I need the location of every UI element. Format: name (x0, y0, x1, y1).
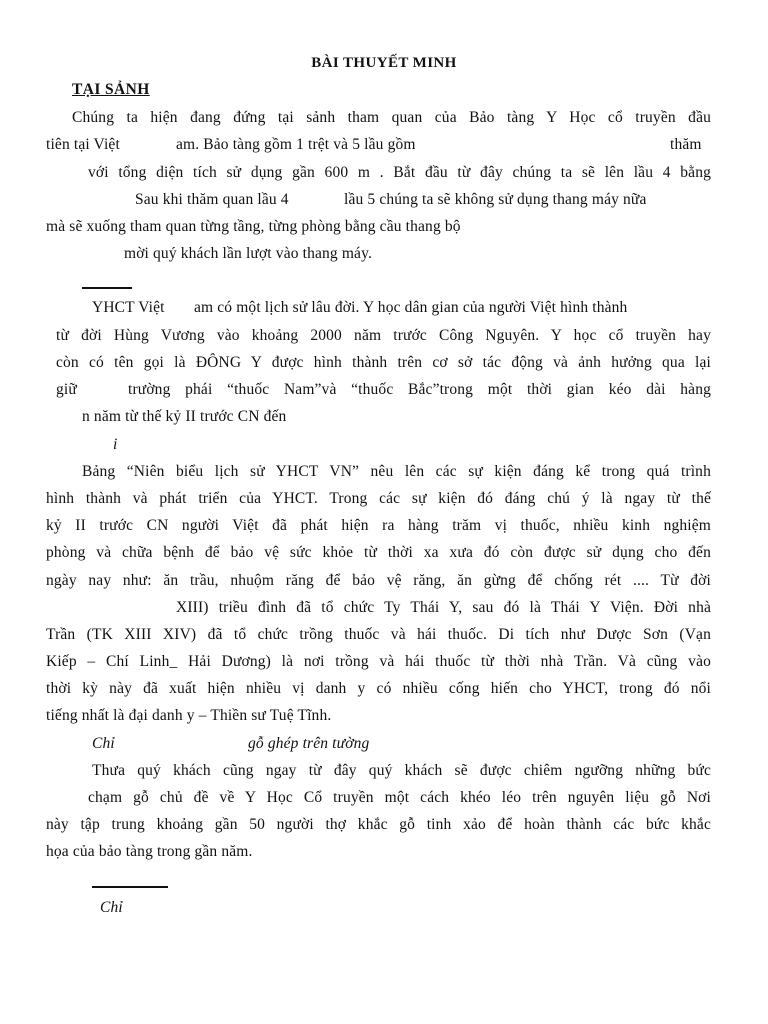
paragraph-line: Thưa quý khách cũng ngay từ đây quý khách sẽ được chiêm ngưỡng những bức (92, 762, 711, 779)
paragraph-line: hình thành và phát triển của YHCT. Trong các sự kiện đó đáng chú ý là ngay từ thế (46, 490, 711, 507)
paragraph-line: với tổng diện tích sử dụng gần 600 m . Bắt đầu từ đây chúng ta sẽ lên lầu 4 bằng (88, 164, 711, 181)
paragraph-line: n năm từ thế kỷ II trước CN đến (82, 408, 287, 425)
paragraph-line: am. Bảo tàng gồm 1 trệt và 5 lầu gồm (176, 136, 416, 153)
paragraph-line: giữ (56, 381, 77, 398)
paragraph-line: này tập trung khoảng gần 50 người thợ khắc gỗ tinh xảo để hoàn thành các bức khắc (46, 816, 711, 833)
paragraph-line: Chúng ta hiện đang đứng tại sảnh tham quan của Bảo tàng Y Học cổ truyền đầu (72, 109, 711, 126)
paragraph-line: Sau khi thăm quan lầu 4 (135, 191, 289, 208)
italic-heading-fragment: Chỉ (100, 899, 123, 916)
paragraph-line: ngày nay như: ăn trầu, nhuộm răng để bảo vệ răng, ăn gừng để chống rét .... Từ đời (46, 572, 711, 589)
section-rule (92, 886, 168, 888)
paragraph-line: lầu 5 chúng ta sẽ không sử dụng thang máy nữa (344, 191, 647, 208)
paragraph-line: Bảng “Niên biểu lịch sử YHCT VN” nêu lên các sự kiện đáng kể trong quá trình (82, 463, 711, 480)
paragraph-line: YHCT Việt (92, 299, 165, 316)
paragraph-line: thăm (670, 136, 702, 153)
paragraph-line: am có một lịch sử lâu đời. Y học dân gian của người Việt hình thành (194, 299, 628, 316)
italic-heading-fragment: gỗ ghép trên tường (248, 735, 370, 752)
paragraph-line: tiên tại Việt (46, 136, 120, 153)
italic-fragment: i (113, 436, 118, 453)
paragraph-line: Kiếp – Chí Linh_ Hải Dương) là nơi trồng và hái thuốc từ thời nhà Trần. Và cũng vào (46, 653, 711, 670)
document-title: BÀI THUYẾT MINH (311, 55, 457, 71)
paragraph-line: còn có tên gọi là ĐÔNG Y được hình thành trên cơ sở tác động và ảnh hưởng qua lại (56, 354, 711, 371)
paragraph-line: phòng và chữa bệnh để bảo vệ sức khỏe từ thời xa xưa đó còn được sử dụng cho đến (46, 544, 711, 561)
italic-heading-fragment: Chỉ (92, 735, 115, 752)
paragraph-line: XIII) triều đình đã tổ chức Ty Thái Y, sau đó là Thái Y Viện. Đời nhà (176, 599, 711, 616)
paragraph-line: tiếng nhất là đại danh y – Thiền sư Tuệ Tĩnh. (46, 707, 332, 724)
paragraph-line: kỷ II trước CN người Việt đã phát hiện ra hàng trăm vị thuốc, nhiều kinh nghiệm (46, 517, 711, 534)
paragraph-line: mời quý khách lần lượt vào thang máy. (124, 245, 373, 262)
paragraph-line: chạm gỗ chủ đề về Y Học Cổ truyền một cách khéo léo trên nguyên liệu gỗ Nơi (88, 789, 711, 806)
paragraph-line: mà sẽ xuống tham quan từng tầng, từng phòng bằng cầu thang bộ (46, 218, 461, 235)
paragraph-line: họa của bảo tàng trong gần năm. (46, 843, 253, 860)
section-heading-lobby: TẠI SẢNH (72, 81, 150, 98)
paragraph-line: thời kỳ này đã xuất hiện nhiều vị danh y có nhiều cống hiến cho YHCT, trong đó nổi (46, 680, 711, 697)
paragraph-line: Trần (TK XIII XIV) đã tổ chức trồng thuốc và hái thuốc. Di tích như Dược Sơn (Vạn (46, 626, 711, 643)
paragraph-line: từ đời Hùng Vương vào khoảng 2000 năm trước Công Nguyên. Y học cổ truyền hay (56, 327, 711, 344)
paragraph-line: trường phái “thuốc Nam”và “thuốc Bắc”trong một thời gian kéo dài hàng (128, 381, 711, 398)
section-rule (82, 287, 132, 289)
